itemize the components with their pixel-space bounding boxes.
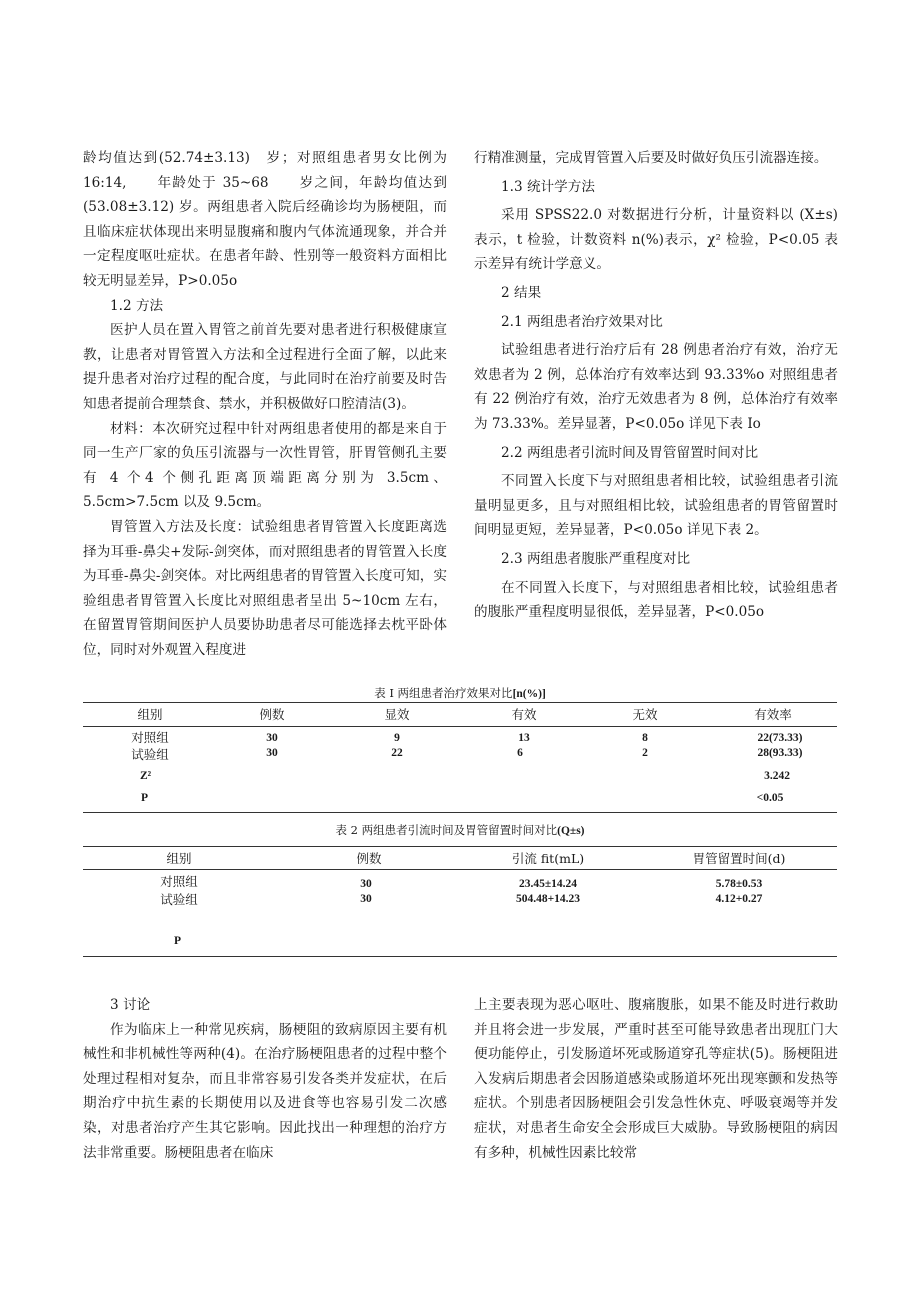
left-column-top — [83, 146, 447, 662]
table2-row-control-drainage: 23.45±14.24 — [518, 878, 578, 890]
table1-row-trial-ineffective: 2 — [642, 747, 648, 759]
table1-caption — [83, 685, 837, 702]
paragraph: 上主要表现为恶心呕吐、腹痛腹胀，如果不能及时进行救助并且将会进一步发展，严重时甚至可能导致患者出现肛门大便功能停止，引发肠道坏死或肠道穿孔等症状(5)。肠梗阻进入发病后期患者会因肠道感染或肠道坏死出现寒颤和发热等症状。个别患者因肠梗阻会引发急性休克、呼吸衰竭等并发症状，对患者生命安全会形成巨大威胁。导致肠梗阻的病因有多种，机械性因素比较常 — [474, 997, 838, 1161]
section-heading: 2.2 两组患者引流时间及胃管留置时间对比 — [501, 444, 759, 461]
table1-header-effective: 有效 — [511, 707, 537, 722]
table2-caption-unit: (Q±s) — [557, 825, 585, 837]
table2-header-drainage: 引流 fit(mL) — [511, 851, 585, 866]
left-column-bottom — [83, 993, 447, 1165]
section-heading: 2 结果 — [501, 284, 542, 301]
table2-caption-text: 表 2 两组患者引流时间及胃管留置时间对比 — [335, 823, 558, 837]
table2-row-trial-retention: 4.12+0.27 — [715, 893, 763, 905]
paragraph: 胃管置入方法及长度：试验组患者胃管置入长度距离选择为耳垂-鼻尖+发际-剑突体，而对照组患者的胃管置入长度为耳垂-鼻尖-剑突体。对比两组患者的胃管置入长度可知，实验组患者胃管置入长度比对照组患者呈出 5~10cm 左右，在留置胃管期间医护人员要协助患者尽可能选择去枕平卧体位，同时对外观置入程度进 — [83, 518, 447, 658]
paragraph: 采用 SPSS22.0 对数据进行分析，计量资料以 (X±s) 表示，t 检验，计数资料 n(%)表示，χ² 检验，P<0.05 表示差异有统计学意义。 — [474, 207, 838, 273]
table1-stat2-value: <0.05 — [756, 792, 784, 804]
table1-header-group: 组别 — [137, 707, 163, 722]
table2-row-control-group: 对照组 — [160, 874, 198, 889]
table1-header-ineffective: 无效 — [632, 707, 658, 722]
table1-row-trial-marked: 22 — [391, 747, 403, 759]
table2-header-group: 组别 — [166, 851, 192, 866]
section-heading: 3 讨论 — [110, 997, 151, 1013]
table1-header-marked: 显效 — [384, 707, 410, 722]
table1-top-rule — [83, 702, 837, 703]
table2-row-trial-count: 30 — [360, 893, 372, 905]
table2-header-rule — [83, 869, 837, 870]
table2-stat-label: P — [174, 935, 182, 947]
table1-stat1-value: 3.242 — [764, 770, 790, 782]
table2-row-trial-group: 试验组 — [160, 892, 198, 907]
table1-row-control-ineffective: 8 — [642, 732, 648, 744]
table1-row-control-rate: 22(73.33) — [757, 732, 803, 744]
section-heading: 1.2 方法 — [110, 297, 164, 314]
table1-caption-text: 表 I 两组患者治疗效果对比 — [374, 686, 513, 700]
table2-caption — [83, 822, 837, 839]
table1-header-rate: 有效率 — [754, 707, 792, 722]
paragraph: 医护人员在置入胃管之前首先要对患者进行积极健康宣教，让患者对胃管置入方法和全过程进行全面了解，以此来提升患者对治疗过程的配合度，与此同时在治疗前要及时告知患者提前合理禁食、禁水，并积极做好口腔清洁(3)。 — [83, 322, 447, 412]
table1-row-control-count: 30 — [266, 732, 278, 744]
paragraph: 材料：本次研究过程中针对两组患者使用的都是来自于同一生产厂家的负压引流器与一次性胃管，肝胃管侧孔主要有 4 个4 个侧孔距离顶端距离分别为 3.5cm、5.5cm>7.5cm 以及 9.5cm。 — [83, 420, 447, 511]
table1-header-rule — [83, 726, 837, 727]
paragraph: 龄均值达到(52.74±3.13) 岁；对照组患者男女比例为16:14, 年龄处于 35~68 岁之间，年龄均值达到(53.08±3.12) 岁。两组患者入院后经确诊均为肠梗阻，而且临床症状体现出来明显腹痛和腹内气体流通现象，并合并一定程度呕吐症状。在患者年龄、性别等一般资料方面相比较无明显差异，P>0.05o — [83, 150, 447, 289]
table2-top-rule — [83, 846, 837, 847]
table2-row-control-count: 30 — [360, 878, 372, 890]
table1-stat1-label: Z² — [140, 770, 152, 782]
table1-caption-unit: [n(%)] — [512, 688, 546, 700]
table1-row-control-group: 对照组 — [131, 730, 169, 745]
table1-row-trial-effective: 6 — [517, 747, 523, 759]
table1-row-control-effective: 13 — [518, 732, 530, 744]
section-heading: 2.3 两组患者腹胀严重程度对比 — [501, 550, 691, 567]
table1-row-trial-rate: 28(93.33) — [757, 747, 803, 759]
table1-row-control-marked: 9 — [394, 732, 400, 744]
section-heading: 1.3 统计学方法 — [501, 178, 595, 195]
paragraph: 作为临床上一种常见疾病，肠梗阻的致病原因主要有机械性和非机械性等两种(4)。在治疗肠梗阻患者的过程中整个处理过程相对复杂，而且非常容易引发各类并发症状，在后期治疗中抗生素的长期使用以及进食等也容易引发二次感染，对患者治疗产生其它影响。因此找出一种理想的治疗方法非常重要。肠梗阻患者在临床 — [83, 1021, 447, 1161]
section-heading: 2.1 两组患者治疗效果对比 — [501, 313, 663, 330]
table1-bottom-rule — [83, 812, 837, 813]
table2-bottom-rule — [83, 956, 837, 957]
table1-row-trial-group: 试验组 — [131, 747, 169, 762]
table2-row-trial-drainage: 504.48+14.23 — [515, 893, 581, 905]
table1-header-count: 例数 — [259, 707, 285, 722]
table1-row-trial-count: 30 — [266, 747, 278, 759]
table2-header-count: 例数 — [356, 851, 382, 866]
table2-row-control-retention: 5.78±0.53 — [715, 878, 763, 890]
paragraph: 在不同置入长度下，与对照组患者相比较，试验组患者的腹胀严重程度明显很低，差异显著，P<0.05o — [474, 579, 838, 621]
right-column-top — [474, 146, 838, 625]
table1-stat2-label: P — [141, 792, 149, 804]
paragraph: 行精准测量，完成胃管置入后要及时做好负压引流器连接。 — [474, 150, 828, 166]
table2-header-retention: 胃管留置时间(d) — [692, 851, 786, 866]
right-column-bottom — [474, 993, 838, 1165]
paragraph: 试验组患者进行治疗后有 28 例患者治疗有效，治疗无效患者为 2 例，总体治疗有效率达到 93.33%o 对照组患者有 22 例治疗有效，治疗无效患者为 8 例，总体治疗有效率为 73.33%。差异显著，P<0.05o 详见下表 Io — [474, 342, 838, 432]
paragraph: 不同置入长度下与对照组患者相比较，试验组患者引流量明显更多，且与对照组相比较，试验组患者的胃管留置时间明显更短，差异显著，P<0.05o 详见下表 2。 — [474, 473, 838, 539]
